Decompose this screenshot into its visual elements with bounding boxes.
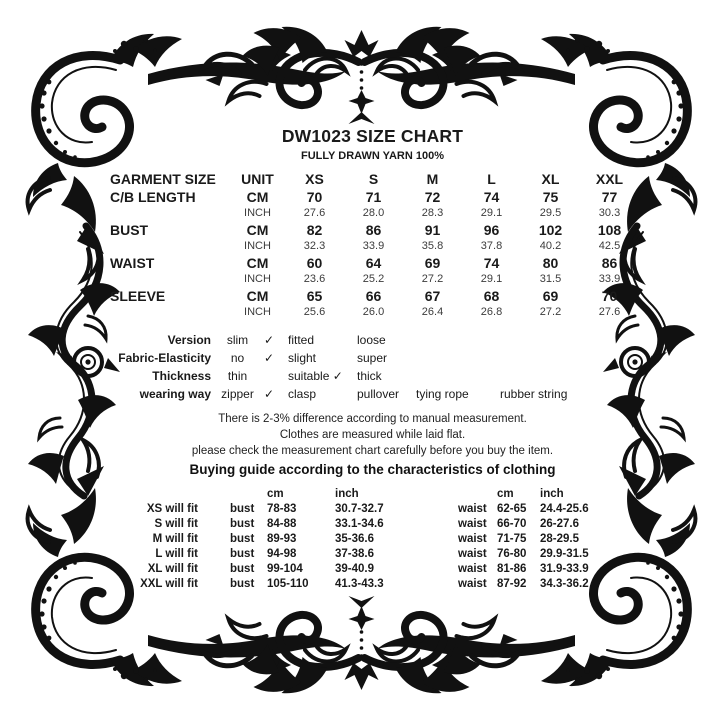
unit-cell: CM xyxy=(246,254,269,271)
guide-row xyxy=(130,561,420,576)
attribute-option: tying rope xyxy=(416,387,469,401)
size-row-cm xyxy=(110,287,639,304)
note-line: please check the measurement chart carefully before you buy the item. xyxy=(191,445,554,457)
size-row-inch xyxy=(110,271,639,287)
size-value-cm: 60 xyxy=(306,254,323,271)
unit-cell: INCH xyxy=(244,273,271,285)
size-value-cm: 86 xyxy=(365,221,382,238)
size-value-cm: 71 xyxy=(365,188,382,205)
garment-measure-label: WAIST xyxy=(110,254,155,271)
garment-measure-label: C/B LENGTH xyxy=(110,188,196,205)
size-table-header-cell: XS xyxy=(305,171,324,187)
guide-size-label: XL will fit xyxy=(147,562,198,575)
unit-cell: INCH xyxy=(244,306,271,318)
guide-row xyxy=(130,546,420,561)
size-table-header-cell: M xyxy=(426,171,439,187)
size-value-cm: 68 xyxy=(483,287,500,304)
guide-inch-range: 37-38.6 xyxy=(335,547,375,560)
size-value-cm: 67 xyxy=(424,287,441,304)
guide-inch-range: 29.9-31.5 xyxy=(540,547,589,560)
size-row-cm xyxy=(110,221,639,238)
size-value-cm: 70 xyxy=(306,188,323,205)
size-value-inch: 29.5 xyxy=(539,207,562,219)
size-row-cm xyxy=(110,188,639,205)
guide-row xyxy=(130,576,420,591)
guide-inch-range: 35-36.6 xyxy=(335,532,375,545)
guide-inch-range: 33.1-34.6 xyxy=(335,517,384,530)
size-value-inch: 28.0 xyxy=(362,207,385,219)
unit-cell: CM xyxy=(246,287,269,304)
guide-row xyxy=(130,531,420,546)
attribute-option: suitable ✓ xyxy=(288,369,343,383)
attribute-option: super xyxy=(357,351,388,365)
size-row-inch xyxy=(110,205,639,221)
unit-cell: INCH xyxy=(244,240,271,252)
guide-cm-range: 84-88 xyxy=(267,517,297,530)
attribute-option: clasp xyxy=(288,387,317,401)
guide-header-inch: inch xyxy=(540,487,564,500)
guide-bust-table xyxy=(130,486,420,591)
size-value-cm: 66 xyxy=(365,287,382,304)
size-value-cm: 86 xyxy=(601,254,618,271)
size-table-header-cell: S xyxy=(368,171,379,187)
attribute-option: fitted xyxy=(288,333,315,347)
size-value-inch: 31.5 xyxy=(539,273,562,285)
size-row-inch xyxy=(110,238,639,254)
size-value-cm: 80 xyxy=(542,254,559,271)
unit-cell: CM xyxy=(246,221,269,238)
size-value-cm: 74 xyxy=(483,254,500,271)
guide-inch-range: 31.9-33.9 xyxy=(540,562,589,575)
size-value-cm: 96 xyxy=(483,221,500,238)
attribute-option: thick xyxy=(357,369,382,383)
attribute-option: loose xyxy=(357,333,386,347)
size-value-inch: 26.4 xyxy=(421,306,444,318)
size-value-inch: 35.8 xyxy=(421,240,444,252)
size-table-header-cell: L xyxy=(487,171,496,187)
guide-part-label: waist xyxy=(458,502,487,515)
size-value-cm: 77 xyxy=(601,188,618,205)
size-table-header-cell: GARMENT SIZE xyxy=(110,171,216,187)
guide-size-label: M will fit xyxy=(152,532,198,545)
size-value-inch: 26.0 xyxy=(362,306,385,318)
size-value-inch: 27.2 xyxy=(421,273,444,285)
size-value-inch: 27.6 xyxy=(598,306,621,318)
page-subtitle: FULLY DRAWN YARN 100% xyxy=(300,150,445,162)
guide-header-inch: inch xyxy=(335,487,359,500)
size-value-cm: 74 xyxy=(483,188,500,205)
guide-part-label: bust xyxy=(230,517,255,530)
checkmark-icon: ✓ xyxy=(263,333,275,347)
size-table-header-cell: UNIT xyxy=(241,171,274,187)
unit-cell: INCH xyxy=(244,207,271,219)
notes-block xyxy=(110,411,635,477)
guide-part-label: waist xyxy=(458,562,487,575)
guide-part-label: bust xyxy=(230,577,255,590)
attribute-option: pullover xyxy=(357,387,400,401)
guide-part-label: bust xyxy=(230,547,255,560)
guide-part-label: bust xyxy=(230,562,255,575)
guide-row xyxy=(458,501,610,516)
checkmark-icon: ✓ xyxy=(263,387,275,401)
attribute-option: rubber string xyxy=(500,387,568,401)
guide-cm-range: 87-92 xyxy=(497,577,527,590)
size-value-inch: 27.6 xyxy=(303,207,326,219)
attribute-label: wearing way xyxy=(139,387,211,401)
guide-cm-range: 89-93 xyxy=(267,532,297,545)
size-value-inch: 28.3 xyxy=(421,207,444,219)
guide-size-label: XXL will fit xyxy=(140,577,198,590)
attribute-row xyxy=(110,349,608,367)
note-line: Clothes are measured while laid flat. xyxy=(279,429,466,441)
size-value-cm: 72 xyxy=(424,188,441,205)
attribute-label: Version xyxy=(167,333,211,347)
guide-cm-range: 99-104 xyxy=(267,562,303,575)
guide-header-cm: cm xyxy=(497,487,514,500)
attribute-row xyxy=(110,331,608,349)
guide-header-row xyxy=(130,486,420,501)
size-table-header-cell: XL xyxy=(541,171,560,187)
garment-measure-label: SLEEVE xyxy=(110,287,166,304)
guide-part-label: bust xyxy=(230,502,255,515)
guide-row xyxy=(458,561,610,576)
guide-size-label: L will fit xyxy=(155,547,198,560)
size-table-header-row xyxy=(110,170,639,188)
size-value-cm: 91 xyxy=(424,221,441,238)
size-value-inch: 29.1 xyxy=(480,273,503,285)
size-value-cm: 69 xyxy=(542,287,559,304)
buying-guide-title: Buying guide according to the characteristics of clothing xyxy=(189,462,556,477)
guide-header-row xyxy=(458,486,610,501)
size-value-inch: 25.6 xyxy=(303,306,326,318)
size-row-cm xyxy=(110,254,639,271)
guide-part-label: waist xyxy=(458,577,487,590)
size-value-inch: 23.6 xyxy=(303,273,326,285)
attribute-row xyxy=(110,367,608,385)
guide-part-label: waist xyxy=(458,517,487,530)
checkmark-icon: ✓ xyxy=(263,351,275,365)
size-value-cm: 82 xyxy=(306,221,323,238)
note-line: There is 2-3% difference according to manual measurement. xyxy=(218,413,527,425)
size-value-cm: 102 xyxy=(538,221,563,238)
guide-row xyxy=(130,516,420,531)
title-block xyxy=(110,126,635,162)
size-value-cm: 70 xyxy=(601,287,618,304)
attribute-label: Thickness xyxy=(152,369,211,383)
size-value-cm: 65 xyxy=(306,287,323,304)
garment-measure-label: BUST xyxy=(110,221,149,238)
size-value-inch: 27.2 xyxy=(539,306,562,318)
guide-row xyxy=(130,501,420,516)
guide-row xyxy=(458,516,610,531)
size-value-inch: 33.9 xyxy=(598,273,621,285)
attribute-option: thin xyxy=(227,369,248,383)
attribute-option: no xyxy=(230,351,245,365)
guide-inch-range: 41.3-43.3 xyxy=(335,577,384,590)
size-value-cm: 64 xyxy=(365,254,382,271)
attribute-option: slim xyxy=(226,333,249,347)
guide-cm-range: 71-75 xyxy=(497,532,527,545)
guide-part-label: bust xyxy=(230,532,255,545)
attributes-block xyxy=(110,331,608,403)
size-value-cm: 69 xyxy=(424,254,441,271)
guide-inch-range: 39-40.9 xyxy=(335,562,375,575)
size-value-cm: 75 xyxy=(542,188,559,205)
guide-inch-range: 28-29.5 xyxy=(540,532,580,545)
guide-header-cm: cm xyxy=(267,487,284,500)
attribute-option: slight xyxy=(288,351,317,365)
guide-cm-range: 81-86 xyxy=(497,562,527,575)
guide-row xyxy=(458,576,610,591)
size-value-inch: 26.8 xyxy=(480,306,503,318)
guide-size-label: XS will fit xyxy=(146,502,198,515)
guide-cm-range: 94-98 xyxy=(267,547,297,560)
guide-waist-table xyxy=(458,486,610,591)
size-row-inch xyxy=(110,304,639,320)
guide-row xyxy=(458,546,610,561)
guide-cm-range: 105-110 xyxy=(267,577,309,590)
size-value-cm: 108 xyxy=(597,221,622,238)
guide-inch-range: 34.3-36.2 xyxy=(540,577,589,590)
size-table xyxy=(110,170,639,320)
guide-part-label: waist xyxy=(458,547,487,560)
size-value-inch: 32.3 xyxy=(303,240,326,252)
guide-inch-range: 30.7-32.7 xyxy=(335,502,384,515)
size-value-inch: 25.2 xyxy=(362,273,385,285)
size-value-inch: 33.9 xyxy=(362,240,385,252)
size-value-inch: 40.2 xyxy=(539,240,562,252)
size-table-header-cell: XXL xyxy=(595,171,624,187)
guide-cm-range: 66-70 xyxy=(497,517,527,530)
guide-inch-range: 24.4-25.6 xyxy=(540,502,589,515)
guide-cm-range: 62-65 xyxy=(497,502,527,515)
guide-cm-range: 76-80 xyxy=(497,547,527,560)
guide-inch-range: 26-27.6 xyxy=(540,517,580,530)
attribute-label: Fabric-Elasticity xyxy=(118,351,211,365)
guide-part-label: waist xyxy=(458,532,487,545)
size-value-inch: 30.3 xyxy=(598,207,621,219)
page-title: DW1023 SIZE CHART xyxy=(281,126,464,146)
attribute-option: zipper xyxy=(221,387,254,401)
size-value-inch: 42.5 xyxy=(598,240,621,252)
attribute-row xyxy=(110,385,608,403)
size-value-inch: 37.8 xyxy=(480,240,503,252)
guide-size-label: S will fit xyxy=(154,517,198,530)
guide-row xyxy=(458,531,610,546)
guide-cm-range: 78-83 xyxy=(267,502,297,515)
size-value-inch: 29.1 xyxy=(480,207,503,219)
unit-cell: CM xyxy=(246,188,269,205)
